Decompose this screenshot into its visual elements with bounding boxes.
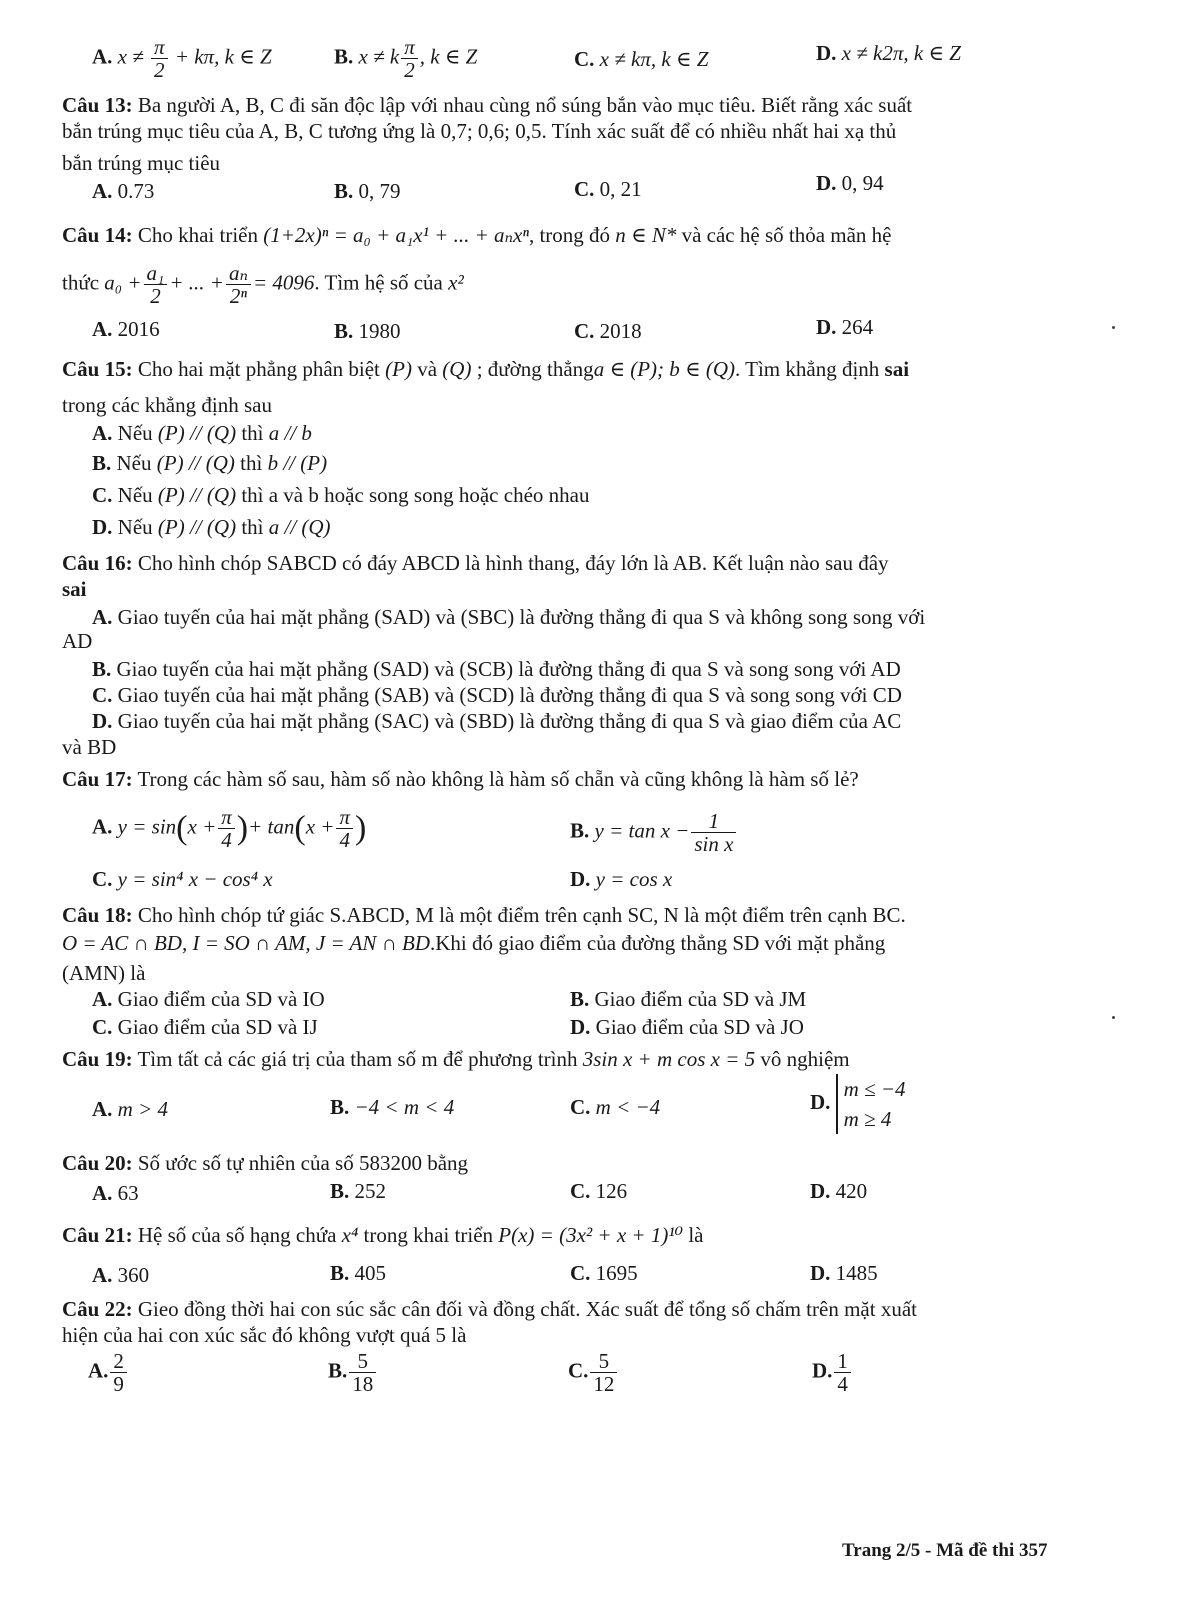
q12-option-d: D. x ≠ k2π, k ∈ Z xyxy=(816,41,961,65)
q15-option-c: C. Nếu (P) // (Q) thì a và b hoặc song song hoặc chéo nhau xyxy=(92,483,590,507)
q15-option-d: D. Nếu (P) // (Q) thì a // (Q) xyxy=(92,515,331,539)
q12-option-a: A. x ≠ $\frac{\pi}{2}$ + kπ, k ∈ Z xyxy=(92,35,272,82)
stray-mark xyxy=(1112,326,1115,329)
q13-option-d: D. 0, 94 xyxy=(816,171,884,195)
q13-option-b: B. 0, 79 xyxy=(334,179,401,203)
q14-line-2: thức a₀ + $\frac{\text{a₁}}{2}$ + ... + $\frac{\text{aₙ}}{\text{2ⁿ}}$ = 4096. Tìm hệ số của x² xyxy=(62,261,464,308)
q22-option-d: D. $\frac{1}{4}$ xyxy=(812,1350,853,1395)
q16-option-d-cont: và BD xyxy=(62,735,117,759)
q17-line-1: Câu 17: Trong các hàm số sau, hàm số nào không là hàm số chẵn và cũng không là hàm số lẻ? xyxy=(62,767,859,791)
q14-option-b: B. 1980 xyxy=(334,319,401,343)
q14-line-1: Câu 14: Cho khai triển (1+2x)ⁿ = a₀ + a₁x¹ + ... + aₙxⁿ, trong đó n ∈ N* và các hệ số thỏa mãn hệ xyxy=(62,223,892,247)
q17-option-b: B. y = tan x − $\frac{1}{\text{sin x}}$ xyxy=(570,810,738,855)
q18-option-d: D. Giao điểm của SD và JO xyxy=(570,1015,804,1039)
q18-option-a: A. Giao điểm của SD và IO xyxy=(92,987,325,1011)
page-footer: Trang 2/5 - Mã đề thi 357 xyxy=(842,1540,1048,1561)
q12-option-b: B. x ≠ k $\frac{\pi}{2}$ , k ∈ Z xyxy=(334,35,478,82)
q21-option-d: D. 1485 xyxy=(810,1261,878,1285)
stray-mark-2 xyxy=(1112,1016,1115,1019)
q18-option-c: C. Giao điểm của SD và IJ xyxy=(92,1015,318,1039)
q13-line-2: bắn trúng mục tiêu của A, B, C tương ứng là 0,7; 0,6; 0,5. Tính xác suất để có nhiều nhất hai xạ thủ xyxy=(62,119,897,143)
q16-option-a-cont: AD xyxy=(62,629,93,653)
q22-line-1: Câu 22: Gieo đồng thời hai con súc sắc cân đối và đồng chất. Xác suất để tổng số chấm trên mặt xuất xyxy=(62,1297,917,1321)
q22-option-b: B. $\frac{5}{18}$ xyxy=(328,1350,378,1395)
q22-line-2: hiện của hai con xúc sắc đó không vượt quá 5 là xyxy=(62,1323,467,1347)
q19-option-c: C. m < −4 xyxy=(570,1095,661,1119)
q15-line-2: trong các khẳng định sau xyxy=(62,393,272,417)
q14-option-c: C. 2018 xyxy=(574,319,642,343)
q19-option-b: B. −4 < m < 4 xyxy=(330,1095,455,1119)
q18-option-b: B. Giao điểm của SD và JM xyxy=(570,987,807,1011)
q16-option-a: A. Giao tuyến của hai mặt phẳng (SAD) và (SBC) là đường thẳng đi qua S và không song song với xyxy=(92,605,926,629)
q20-line-1: Câu 20: Số ước số tự nhiên của số 583200 bằng xyxy=(62,1151,469,1175)
q13-option-a: A. 0.73 xyxy=(92,179,155,203)
q17-option-d: D. y = cos x xyxy=(570,867,673,891)
q17-option-c: C. y = sin⁴ x − cos⁴ x xyxy=(92,867,273,891)
q16-line-2: sai xyxy=(62,577,87,601)
q13-line-3: bắn trúng mục tiêu xyxy=(62,151,221,175)
q16-option-b: B. Giao tuyến của hai mặt phẳng (SAD) và (SCB) là đường thẳng đi qua S và song song với AD xyxy=(92,657,901,681)
q22-option-a: A. $\frac{2}{9}$ xyxy=(88,1350,129,1395)
q15-line-1: Câu 15: Cho hai mặt phẳng phân biệt (P) và (Q) ; đường thẳnga ∈ (P); b ∈ (Q). Tìm khẳng định sai xyxy=(62,357,910,381)
q22-option-c: C. $\frac{5}{12}$ xyxy=(568,1350,619,1395)
q17-option-a: A. y = sin(x + $\frac{\pi}{4}$ )+ tan(x + $\frac{\pi}{4}$ ) xyxy=(92,805,367,852)
q20-option-a: A. 63 xyxy=(92,1181,139,1205)
q19-option-a: A. m > 4 xyxy=(92,1097,169,1121)
q16-line-1: Câu 16: Cho hình chóp SABCD có đáy ABCD là hình thang, đáy lớn là AB. Kết luận nào sau đây xyxy=(62,551,889,575)
q20-option-c: C. 126 xyxy=(570,1179,628,1203)
q20-option-d: D. 420 xyxy=(810,1179,868,1203)
q13-line-1: Câu 13: Ba người A, B, C đi săn độc lập với nhau cùng nổ súng bắn vào mục tiêu. Biết rằng xác suất xyxy=(62,93,913,117)
q18-line-3: (AMN) là xyxy=(62,961,146,985)
q16-option-d: D. Giao tuyến của hai mặt phẳng (SAC) và (SBD) là đường thẳng đi qua S và giao điểm của AC xyxy=(92,709,902,733)
q21-line-1: Câu 21: Hệ số của số hạng chứa x⁴ trong khai triển P(x) = (3x² + x + 1)¹⁰ là xyxy=(62,1223,704,1247)
q20-option-b: B. 252 xyxy=(330,1179,387,1203)
q15-option-b: B. Nếu (P) // (Q) thì b // (P) xyxy=(92,451,328,475)
q16-option-c: C. Giao tuyến của hai mặt phẳng (SAB) và (SCD) là đường thẳng đi qua S và song song với CD xyxy=(92,683,902,707)
q12-option-c: C. x ≠ kπ, k ∈ Z xyxy=(574,47,709,71)
q21-option-b: B. 405 xyxy=(330,1261,387,1285)
q19-option-d: D. m ≤ −4 m ≥ 4 xyxy=(810,1074,906,1134)
q13-option-c: C. 0, 21 xyxy=(574,177,642,201)
q19-option-d-system: m ≤ −4 m ≥ 4 xyxy=(836,1074,906,1134)
q18-line-1: Câu 18: Cho hình chóp tứ giác S.ABCD, M là một điểm trên cạnh SC, N là một điểm trên cạnh BC. xyxy=(62,903,906,927)
q14-option-a: A. 2016 xyxy=(92,317,160,341)
q18-line-2: O = AC ∩ BD, I = SO ∩ AM, J = AN ∩ BD.Khi đó giao điểm của đường thẳng SD với mặt phẳng xyxy=(62,931,886,955)
q21-option-c: C. 1695 xyxy=(570,1261,638,1285)
q14-option-d: D. 264 xyxy=(816,315,874,339)
q15-option-a: A. Nếu (P) // (Q) thì a // b xyxy=(92,421,312,445)
q19-line-1: Câu 19: Tìm tất cả các giá trị của tham số m để phương trình 3sin x + m cos x = 5 vô nghiệm xyxy=(62,1047,850,1071)
q21-option-a: A. 360 xyxy=(92,1263,150,1287)
